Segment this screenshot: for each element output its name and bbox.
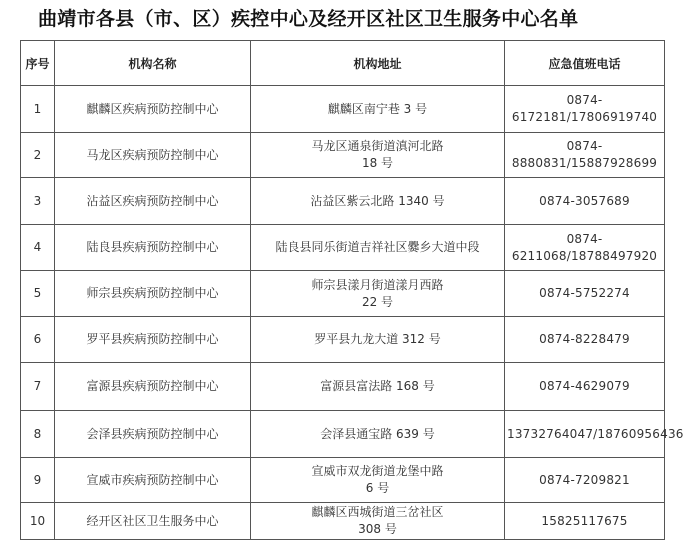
- header-org-name: 机构名称: [55, 41, 251, 86]
- cell-address: [251, 503, 505, 540]
- cell-address: [251, 178, 505, 225]
- table-row: [21, 225, 665, 271]
- cell-phone: 13732764047/18760956436: [505, 411, 665, 458]
- cell-address: [251, 133, 505, 178]
- cell-serial: 1: [21, 86, 55, 133]
- page-title: 曲靖市各县（市、区）疾控中心及经开区社区卫生服务中心名单: [38, 8, 579, 30]
- address-line-1: 麒麟区南宁巷 3 号: [327, 101, 428, 116]
- table-row: [21, 271, 665, 317]
- table-row: [21, 133, 665, 178]
- cell-org-name: 陆良县疾病预防控制中心: [55, 225, 251, 271]
- cell-serial: 6: [21, 317, 55, 363]
- cell-phone: 0874-3057689: [505, 178, 665, 225]
- cell-serial: 2: [21, 133, 55, 178]
- cell-phone: 0874-6172181/17806919740: [505, 86, 665, 133]
- cell-address: [251, 225, 505, 271]
- cell-serial: 8: [21, 411, 55, 458]
- cell-serial: 3: [21, 178, 55, 225]
- cell-serial: 10: [21, 503, 55, 540]
- table-row: [21, 503, 665, 540]
- directory-table: [20, 40, 684, 540]
- cell-address: [251, 363, 505, 411]
- address-line-1: 罗平县九龙大道 312 号: [314, 332, 441, 346]
- address-line-1: 陆良县同乐街道吉祥社区爨乡大道中段: [275, 240, 480, 254]
- cell-org-name: 麒麟区疾病预防控制中心: [55, 86, 251, 133]
- address-line-1: 马龙区通泉街道滇河北路: [311, 139, 444, 153]
- cell-org-name: 马龙区疾病预防控制中心: [55, 133, 251, 178]
- cell-org-name: 经开区社区卫生服务中心: [55, 503, 251, 540]
- cell-address: [251, 458, 505, 503]
- cell-phone: 0874-8880831/15887928699: [505, 133, 665, 178]
- address-line-2: 22 号: [361, 294, 394, 309]
- cell-phone: 0874-6211068/18788497920: [505, 225, 665, 271]
- cell-serial: 4: [21, 225, 55, 271]
- cell-phone: 0874-4629079: [505, 363, 665, 411]
- cell-serial: 5: [21, 271, 55, 317]
- address-line-1: 宣威市双龙街道龙堡中路: [311, 464, 444, 478]
- cell-phone: 0874-7209821: [505, 458, 665, 503]
- table-row: [21, 86, 665, 133]
- address-line-2: 18 号: [361, 156, 394, 170]
- header-serial: 序号: [21, 41, 55, 86]
- table-row: [21, 178, 665, 225]
- cell-phone: 0874-5752274: [505, 271, 665, 317]
- cell-phone: 0874-8228479: [505, 317, 665, 363]
- header-phone: 应急值班电话: [505, 41, 665, 86]
- header-org-address: 机构地址: [251, 41, 505, 86]
- address-line-1: 师宗县漾月街道漾月西路: [311, 277, 444, 292]
- address-line-2: 6 号: [365, 481, 390, 495]
- cell-address: [251, 86, 505, 133]
- cell-org-name: 宣威市疾病预防控制中心: [55, 458, 251, 503]
- address-line-1: 麒麟区西城街道三岔社区: [311, 505, 444, 519]
- cell-address: [251, 271, 505, 317]
- address-line-1: 沾益区紫云北路 1340 号: [310, 193, 445, 208]
- cell-org-name: 师宗县疾病预防控制中心: [55, 271, 251, 317]
- cell-phone: 15825117675: [505, 503, 665, 540]
- cell-org-name: 会泽县疾病预防控制中心: [55, 411, 251, 458]
- table-row: [21, 317, 665, 363]
- table-row: [21, 411, 665, 458]
- address-line-1: 会泽县通宝路 639 号: [320, 426, 435, 441]
- header-row: [21, 41, 665, 86]
- address-line-2: 308 号: [358, 522, 397, 536]
- table-row: [21, 458, 665, 503]
- cell-org-name: 沾益区疾病预防控制中心: [55, 178, 251, 225]
- cell-address: [251, 411, 505, 458]
- cell-serial: 7: [21, 363, 55, 411]
- cell-address: [251, 317, 505, 363]
- cell-org-name: 富源县疾病预防控制中心: [55, 363, 251, 411]
- table-row: [21, 363, 665, 411]
- cell-org-name: 罗平县疾病预防控制中心: [55, 317, 251, 363]
- address-line-1: 富源县富法路 168 号: [320, 379, 435, 393]
- cell-serial: 9: [21, 458, 55, 503]
